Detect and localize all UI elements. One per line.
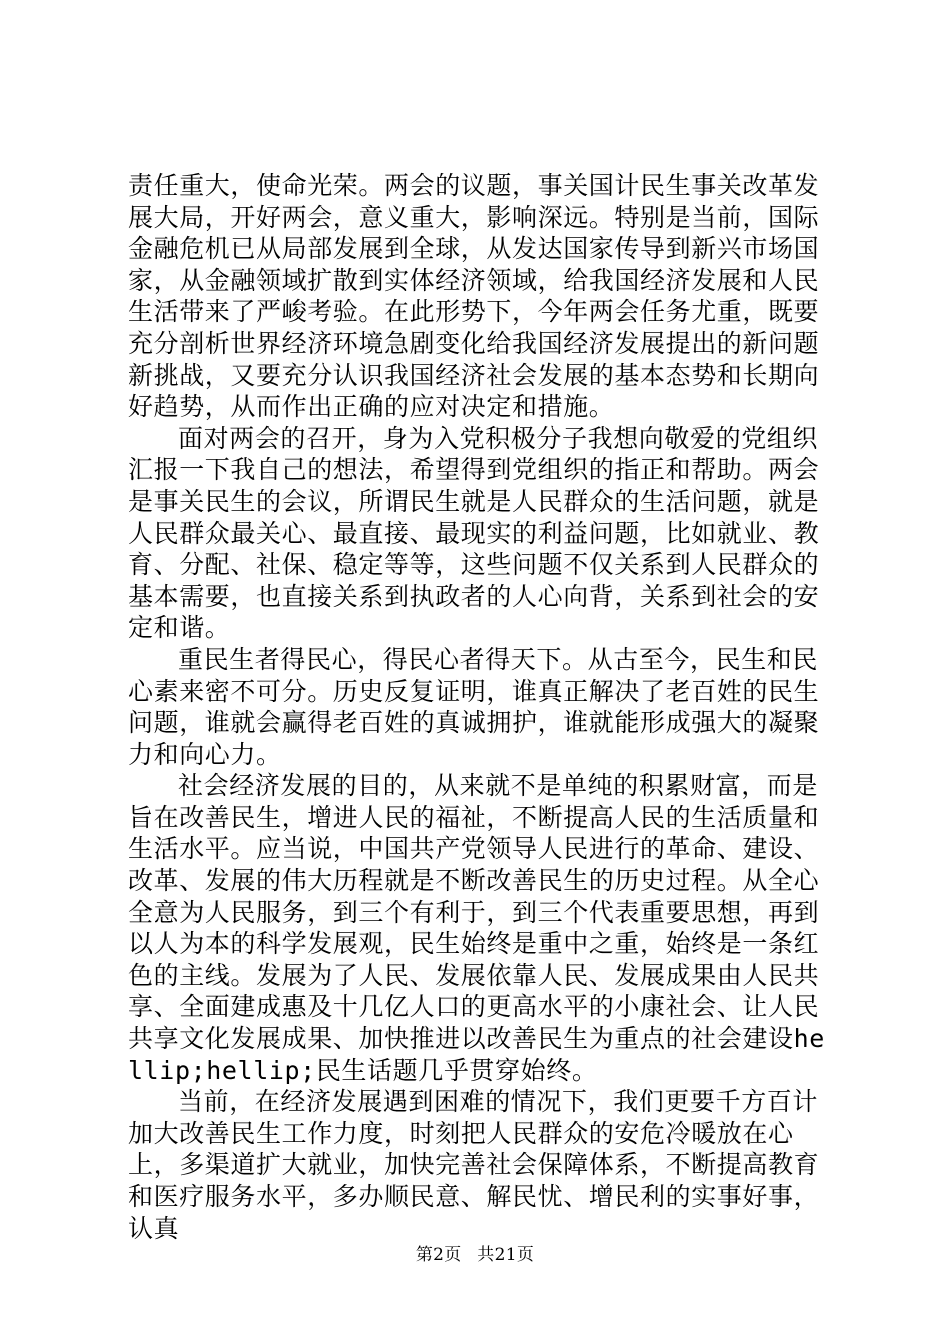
page-footer (0, 1240, 950, 1265)
paragraph-5: 当前，在经济发展遇到困难的情况下，我们更要千方百计加大改善民生工作力度，时刻把人民群众的安危冷暖放在心上，多渠道扩大就业，加快完善社会保障体系，不断提高教育和医疗服务水平，多办顺民意、解民忧、增民利的实事好事，认真 (128, 1087, 820, 1243)
paragraph-3: 重民生者得民心，得民心者得天下。从古至今，民生和民心素来密不可分。历史反复证明，谁真正解决了老百姓的民生问题，谁就会赢得老百姓的真诚拥护，谁就能形成强大的凝聚力和向心力。 (128, 644, 820, 769)
paragraph-4: 社会经济发展的目的，从来就不是单纯的积累财富，而是旨在改善民生，增进人民的福祉，不断提高人民的生活质量和生活水平。应当说，中国共产党领导人民进行的革命、建设、改革、发展的伟大历程就是不断改善民生的历史过程。从全心全意为人民服务，到三个有利于，到三个代表重要思想，再到以人为本的科学发展观，民生始终是重中之重，始终是一条红色的主线。发展为了人民、发展依靠人民、发展成果由人民共享、全面建成惠及十几亿人口的更高水平的小康社会、让人民共享文化发展成果、加快推进以改善民生为重点的社会建设hellip;hellip;民生话题几乎贯穿始终。 (128, 771, 825, 1085)
page-total: 共21页 (477, 1245, 535, 1265)
paragraph-2: 面对两会的召开，身为入党积极分子我想向敬爱的党组织汇报一下我自己的想法，希望得到党组织的指正和帮助。两会是事关民生的会议，所谓民生就是人民群众的生活问题，就是人民群众最关心、最直接、最现实的利益问题，比如就业、教育、分配、社保、稳定等等，这些问题不仅关系到人民群众的基本需要，也直接关系到执政者的人心向背，关系到社会的安定和谐。 (128, 423, 820, 643)
page-number: 第2页 (415, 1245, 462, 1265)
document-body (128, 170, 840, 1244)
paragraph-1: 责任重大，使命光荣。两会的议题，事关国计民生事关改革发展大局，开好两会，意义重大，影响深远。特别是当前，国际金融危机已从局部发展到全球，从发达国家传导到新兴市场国家，从金融领域扩散到实体经济领域，给我国经济发展和人民生活带来了严峻考验。在此形势下，今年两会任务尤重，既要充分剖析世界经济环境急剧变化给我国经济发展提出的新问题新挑战，又要充分认识我国经济社会发展的基本态势和长期向好趋势，从而作出正确的应对决定和措施。 (128, 171, 820, 422)
